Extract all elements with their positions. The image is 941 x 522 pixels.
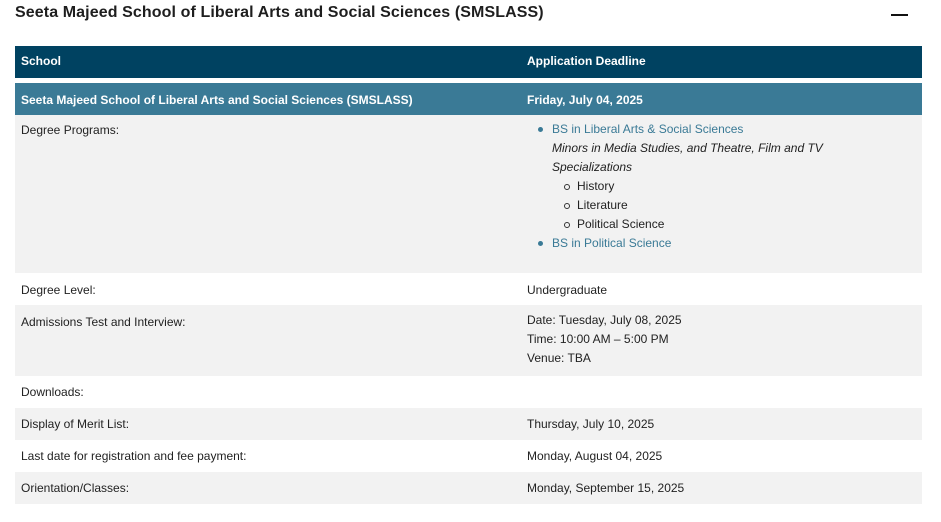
table-header-row (15, 46, 922, 78)
school-row (15, 83, 922, 115)
minus-icon[interactable] (891, 14, 908, 16)
admissions-table (15, 46, 922, 504)
degree-programs-label: Degree Programs: (21, 123, 120, 137)
registration-value: Monday, August 04, 2025 (527, 449, 663, 463)
table-row-registration (15, 440, 922, 472)
merit-list-value: Thursday, July 10, 2025 (527, 417, 655, 431)
merit-list-label: Display of Merit List: (21, 417, 130, 431)
specialization-political-science: Political Science (527, 215, 907, 234)
program-link-liberal-arts[interactable]: BS in Liberal Arts & Social Sciences (552, 122, 744, 136)
registration-label: Last date for registration and fee payment: (21, 449, 247, 463)
downloads-label: Downloads: (21, 385, 84, 399)
school-name: Seeta Majeed School of Liberal Arts and Social Sciences (SMSLASS) (21, 93, 413, 107)
application-deadline: Friday, July 04, 2025 (527, 93, 643, 107)
minors-text-line2: Specializations (552, 160, 633, 174)
degree-level-label: Degree Level: (21, 283, 96, 297)
admissions-test-label: Admissions Test and Interview: (21, 315, 186, 329)
table-row-merit-list (15, 408, 922, 440)
table-row-admissions-test (15, 305, 922, 376)
admissions-test-venue: Venue: TBA (527, 351, 591, 365)
degree-programs-list (527, 120, 907, 253)
orientation-label: Orientation/Classes: (21, 481, 130, 495)
list-item (527, 234, 907, 253)
degree-level-value: Undergraduate (527, 283, 608, 297)
accordion-title[interactable]: Seeta Majeed School of Liberal Arts and Social Sciences (SMSLASS) (15, 4, 544, 21)
specialization-history: History (527, 177, 907, 196)
admissions-test-date: Date: Tuesday, July 08, 2025 (527, 313, 682, 327)
admissions-test-details (527, 311, 682, 368)
table-row-degree-programs (15, 115, 922, 273)
program-link-political-science[interactable]: BS in Political Science (552, 236, 672, 250)
table-row-downloads (15, 376, 922, 408)
minors-text-line1: Minors in Media Studies, and Theatre, Film and TV (552, 141, 823, 155)
accordion-header[interactable] (15, 0, 907, 30)
orientation-value: Monday, September 15, 2025 (527, 481, 685, 495)
admissions-test-time: Time: 10:00 AM – 5:00 PM (527, 332, 669, 346)
specialization-literature: Literature (527, 196, 907, 215)
header-deadline: Application Deadline (527, 54, 646, 68)
header-school: School (21, 54, 62, 68)
table-row-degree-level (15, 273, 922, 305)
table-row-orientation (15, 472, 922, 504)
list-item (527, 120, 907, 139)
